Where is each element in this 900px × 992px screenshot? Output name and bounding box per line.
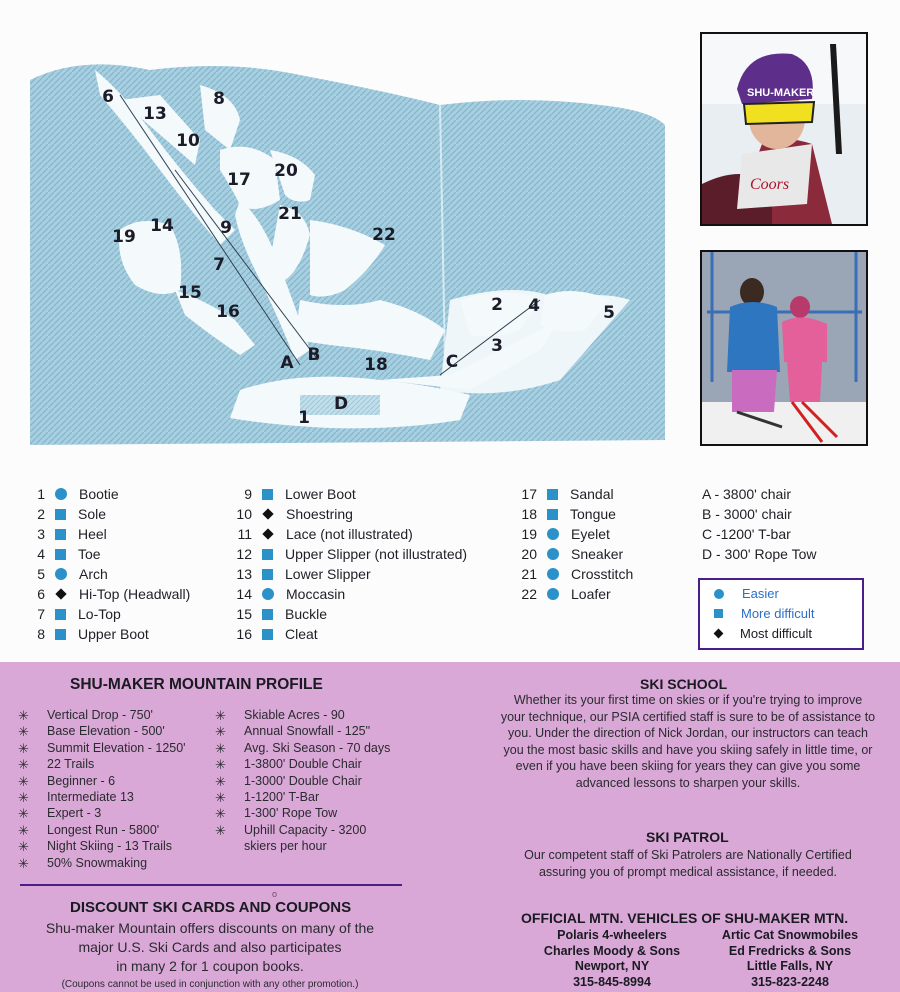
- profile-item: 1-3000' Double Chair: [244, 773, 362, 788]
- legend-trail-21: [495, 566, 633, 582]
- map-label-3: 3: [491, 336, 503, 356]
- profile-item: 22 Trails: [47, 757, 95, 772]
- lift-a: A - 3800' chair: [702, 486, 792, 502]
- map-label-17: 17: [227, 170, 251, 190]
- map-label-4: 4: [528, 296, 540, 316]
- map-label-2: 2: [491, 295, 503, 315]
- legend-trail-20: [495, 546, 623, 562]
- trail-number: 4: [37, 546, 45, 562]
- trail-number: 3: [37, 526, 45, 542]
- map-label-9: 9: [220, 218, 232, 238]
- trail-number: 6: [37, 586, 45, 602]
- legend-trail-2: [5, 506, 106, 522]
- legend-trail-19: [495, 526, 610, 542]
- trail-name: Heel: [78, 526, 107, 542]
- trail-name: Lower Boot: [285, 486, 356, 502]
- vehicle-left-line: Newport, NY: [574, 959, 650, 973]
- square-icon: [55, 529, 66, 540]
- vehicle-left-line: 315-845-8994: [573, 974, 651, 989]
- vehicle-right-line: Little Falls, NY: [746, 959, 834, 973]
- legend-trail-5: [5, 566, 108, 582]
- map-label-8: 8: [213, 89, 225, 109]
- profile-item: 1-1200' T-Bar: [244, 790, 320, 804]
- trail-name: Sneaker: [571, 546, 624, 562]
- map-label-10: 10: [176, 131, 200, 151]
- trail-number: 7: [37, 606, 45, 622]
- discount-line: major U.S. Ski Cards and also participates: [78, 939, 342, 955]
- profile-item: 50% Snowmaking: [47, 855, 148, 870]
- legend-trail-7: [5, 606, 121, 622]
- trail-map: [0, 40, 680, 470]
- legend-trail-17: [495, 486, 614, 502]
- map-label-1: 1: [298, 408, 310, 428]
- map-label-18: 18: [364, 355, 388, 375]
- map-label-5: 5: [603, 303, 615, 323]
- trail-name: Toe: [78, 546, 101, 562]
- bullet-star-icon: ✳: [215, 806, 226, 822]
- trail-number: 21: [521, 566, 537, 582]
- trail-name: Lower Slipper: [285, 566, 371, 582]
- vehicle-right-line: 315-823-2248: [751, 974, 829, 989]
- discount-line: in many 2 for 1 coupon books.: [116, 958, 304, 974]
- trail-name: Sole: [78, 506, 107, 522]
- vehicle-right-line: Ed Fredricks & Sons: [728, 943, 852, 958]
- discount-text: [10, 919, 410, 976]
- map-label-16: 16: [216, 302, 240, 322]
- circle-icon: [547, 548, 559, 560]
- bullet-star-icon: ✳: [215, 740, 226, 756]
- map-label-13: 13: [143, 104, 167, 124]
- bullet-star-icon: ✳: [18, 790, 29, 805]
- trail-name: Sandal: [570, 486, 614, 502]
- bullet-star-icon: ✳: [18, 839, 29, 855]
- map-label-20: 20: [274, 161, 298, 181]
- trail-number: 13: [236, 566, 252, 582]
- trail-name: Bootie: [79, 486, 119, 502]
- profile-item: Uphill Capacity - 3200: [244, 822, 367, 837]
- most-difficult-diamond-icon: [714, 629, 724, 639]
- vehicles-title: OFFICIAL MTN. VEHICLES OF SHU-MAKER MTN.: [521, 910, 849, 926]
- trail-name: Lace (not illustrated): [286, 526, 413, 542]
- bullet-star-icon: ✳: [215, 790, 226, 805]
- trail-number: 18: [521, 506, 537, 522]
- photo-chairlift: [700, 250, 868, 446]
- bullet-star-icon: ✳: [215, 757, 226, 773]
- profile-item: 1-300' Rope Tow: [244, 806, 338, 821]
- ski-school-line: even if you have been skiing for years they can give you some: [515, 759, 861, 773]
- circle-icon: [547, 568, 559, 580]
- trail-number: 22: [521, 586, 537, 602]
- difficulty-legend: [698, 578, 864, 650]
- map-label-7: 7: [213, 255, 225, 275]
- profile-item: Intermediate 13: [47, 790, 134, 804]
- discount-footnote: (Coupons cannot be used in conjunction with any other promotion.): [61, 979, 359, 990]
- hat-text: SHU-MAKER: [747, 87, 815, 99]
- profile-title: SHU-MAKER MOUNTAIN PROFILE: [70, 676, 323, 693]
- vehicle-left-line: Polaris 4-wheelers: [557, 928, 667, 942]
- ski-school-line: your technique, our PSIA certified staff is sure to be of assistance to: [500, 709, 876, 724]
- bib-text: Coors: [750, 176, 790, 193]
- vehicles-left: [512, 928, 712, 990]
- profile-item: Summit Elevation - 1250': [47, 740, 186, 755]
- bullet-star-icon: ✳: [215, 822, 226, 838]
- profile-item: Night Skiing - 13 Trails: [47, 839, 173, 854]
- easier-circle-icon: [714, 589, 724, 599]
- legend-trail-18: [495, 506, 616, 522]
- bullet-star-icon: ✳: [18, 806, 29, 822]
- difficulty-most: Most difficult: [740, 626, 813, 641]
- trail-name: Arch: [79, 566, 108, 582]
- bullet-star-icon: ✳: [18, 724, 29, 740]
- legend-trail-10: [212, 506, 353, 522]
- bullet-star-icon: ✳: [215, 708, 226, 723]
- bullet-star-icon: ✳: [18, 740, 29, 756]
- ski-school-line: Whether its your first time on skies or if you're trying to improve: [513, 693, 863, 707]
- photo-skier-portrait: [700, 32, 868, 226]
- trail-name: Upper Boot: [78, 626, 149, 642]
- map-label-19: 19: [112, 227, 136, 247]
- map-label-15: 15: [178, 283, 202, 303]
- circle-icon: [547, 528, 559, 540]
- profile-item: Avg. Ski Season - 70 days: [244, 740, 391, 755]
- trail-name: Tongue: [570, 506, 616, 522]
- trail-number: 17: [521, 486, 537, 502]
- legend-trail-6: [5, 586, 190, 602]
- legend-trail-12: [212, 546, 467, 562]
- bullet-star-icon: ✳: [215, 773, 226, 789]
- square-icon: [262, 629, 273, 640]
- discount-title: DISCOUNT SKI CARDS AND COUPONS: [70, 899, 352, 916]
- map-label-C: C: [445, 352, 459, 372]
- difficulty-easier: Easier: [742, 586, 779, 601]
- trail-number: 1: [37, 486, 45, 502]
- legend-trail-9: [212, 486, 356, 502]
- trail-number: 14: [236, 586, 252, 602]
- section-divider: [20, 884, 402, 886]
- trail-name: Hi-Top (Headwall): [79, 586, 191, 602]
- map-label-22: 22: [372, 225, 396, 245]
- ski-patrol-line: assuring you of prompt medical assistance, if needed.: [538, 864, 838, 879]
- bullet-star-icon: ✳: [215, 724, 226, 740]
- legend-trail-3: [5, 526, 107, 542]
- diamond-icon: [55, 588, 66, 599]
- divider-dot: o: [272, 889, 278, 899]
- profile-item: Skiable Acres - 90: [244, 708, 345, 722]
- bullet-star-icon: ✳: [18, 773, 29, 789]
- circle-icon: [55, 488, 67, 500]
- square-icon: [262, 609, 273, 620]
- profile-item: skiers per hour: [244, 839, 327, 854]
- legend-trail-14: [212, 586, 345, 602]
- legend-trail-15: [212, 606, 327, 622]
- legend-trail-8: [5, 626, 149, 642]
- ski-school-title: SKI SCHOOL: [640, 676, 728, 692]
- profile-item: Beginner - 6: [47, 773, 116, 788]
- map-label-D: D: [333, 394, 349, 414]
- profile-item: Longest Run - 5800': [47, 822, 160, 837]
- bullet-star-icon: ✳: [18, 708, 29, 723]
- map-label-6: 6: [102, 87, 114, 107]
- profile-item: Vertical Drop - 750': [47, 708, 153, 722]
- trail-number: 11: [237, 526, 252, 542]
- square-icon: [55, 629, 66, 640]
- trail-number: 10: [236, 506, 252, 522]
- more-difficult-square-icon: [714, 609, 723, 618]
- trail-name: Upper Slipper (not illustrated): [285, 546, 468, 562]
- trail-number: 12: [236, 546, 252, 562]
- trail-name: Crosstitch: [571, 566, 634, 582]
- legend-trail-4: [5, 546, 101, 562]
- legend-trail-1: [5, 486, 119, 502]
- trail-name: Shoestring: [286, 506, 353, 522]
- map-label-21: 21: [278, 204, 302, 224]
- square-icon: [262, 569, 273, 580]
- map-label-14: 14: [150, 216, 174, 236]
- vehicles-right: [690, 928, 890, 990]
- circle-icon: [55, 568, 67, 580]
- lift-b: B - 3000' chair: [702, 506, 792, 522]
- trail-name: Lo-Top: [78, 606, 121, 622]
- discount-line: Shu-maker Mountain offers discounts on many of the: [45, 920, 375, 936]
- profile-item: Annual Snowfall - 125": [244, 724, 371, 739]
- lift-d: D - 300' Rope Tow: [702, 546, 817, 562]
- legend-trail-13: [212, 566, 371, 582]
- square-icon: [262, 549, 273, 560]
- trail-number: 15: [236, 606, 252, 622]
- vehicle-left-line: Charles Moody & Sons: [543, 943, 681, 958]
- trail-number: 8: [37, 626, 45, 642]
- trail-number: 19: [521, 526, 537, 542]
- square-icon: [262, 489, 273, 500]
- trail-name: Buckle: [285, 606, 328, 622]
- map-label-A: A: [280, 353, 294, 373]
- diamond-icon: [262, 508, 273, 519]
- difficulty-more: More difficult: [741, 606, 815, 621]
- square-icon: [547, 509, 558, 520]
- profile-item: Base Elevation - 500': [47, 724, 165, 739]
- map-label-B: B: [307, 345, 321, 365]
- ski-patrol-text: [478, 847, 898, 880]
- vehicle-right-line: Artic Cat Snowmobiles: [721, 928, 859, 942]
- ski-patrol-line: Our competent staff of Ski Patrolers are Nationally Certified: [524, 848, 852, 862]
- legend-trail-16: [212, 626, 318, 642]
- legend-trail-22: [495, 586, 611, 602]
- trail-number: 5: [37, 566, 45, 582]
- trail-number: 2: [37, 506, 45, 522]
- profile-item: 1-3800' Double Chair: [244, 757, 362, 772]
- ski-school-line: you the most basic skills and have you skiing safely in little time, or: [503, 742, 873, 757]
- diamond-icon: [262, 528, 273, 539]
- square-icon: [55, 509, 66, 520]
- square-icon: [547, 489, 558, 500]
- lift-c: C -1200' T-bar: [702, 526, 791, 542]
- circle-icon: [262, 588, 274, 600]
- square-icon: [55, 609, 66, 620]
- legend-trail-11: [212, 526, 413, 542]
- trail-number: 9: [244, 486, 252, 502]
- circle-icon: [547, 588, 559, 600]
- bullet-star-icon: ✳: [18, 822, 29, 838]
- trail-name: Cleat: [285, 626, 318, 642]
- trail-name: Loafer: [571, 586, 611, 602]
- square-icon: [55, 549, 66, 560]
- ski-school-text: [478, 692, 898, 791]
- profile-item: Expert - 3: [47, 806, 102, 821]
- ski-school-line: advanced lessons to sharpen your skills.: [575, 775, 801, 790]
- trail-number: 20: [521, 546, 537, 562]
- bullet-star-icon: ✳: [18, 757, 29, 773]
- trail-name: Moccasin: [286, 586, 346, 602]
- trail-name: Eyelet: [571, 526, 610, 542]
- bullet-star-icon: ✳: [18, 855, 29, 871]
- ski-school-line: you. Under the direction of Nick Jordan, our instructors can teach: [508, 726, 868, 740]
- ski-patrol-title: SKI PATROL: [646, 829, 729, 845]
- trail-number: 16: [236, 626, 252, 642]
